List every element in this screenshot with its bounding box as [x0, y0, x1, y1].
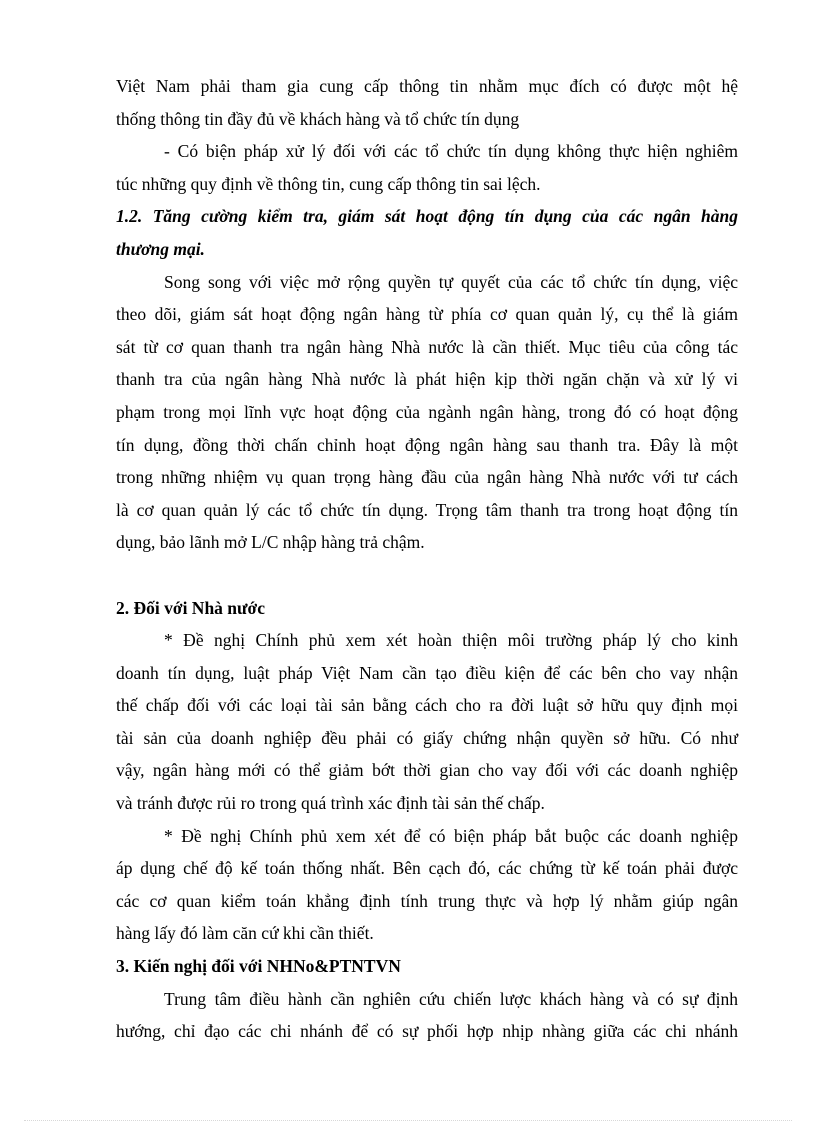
paragraph-line: hàng lấy đó làm căn cứ khi cần thiết.: [116, 923, 374, 944]
paragraph-line: Việt Nam phải tham gia cung cấp thông tin nhằm mục đích có được một hệ: [116, 76, 738, 96]
paragraph-line: Trung tâm điều hành cần nghiên cứu chiến lược khách hàng và có sự định: [164, 988, 738, 1009]
paragraph-line: các cơ quan kiểm toán khẳng định tính trung thực và hợp lý nhằm giúp ngân: [116, 890, 738, 911]
paragraph-line: * Đề nghị Chính phủ xem xét hoàn thiện môi trường pháp lý cho kinh: [164, 630, 738, 651]
paragraph-line: thống thông tin đầy đủ về khách hàng và tổ chức tín dụng: [116, 108, 520, 129]
paragraph-line: - Có biện pháp xử lý đối với các tổ chức tín dụng không thực hiện nghiêm: [164, 141, 738, 162]
paragraph-line: áp dụng chế độ kế toán thống nhất. Bên cạch đó, các chứng từ kế toán phải được: [116, 858, 738, 879]
section-heading: 1.2. Tăng cường kiểm tra, giám sát hoạt động tín dụng của các ngân hàng: [116, 206, 738, 227]
document-page: [116, 70, 738, 1048]
paragraph-line: túc những quy định về thông tin, cung cấp thông tin sai lệch.: [116, 173, 541, 194]
paragraph-line: doanh tín dụng, luật pháp Việt Nam cần tạo điều kiện để các bên cho vay nhận: [116, 662, 738, 683]
paragraph-line: là cơ quan quản lý các tổ chức tín dụng. Trọng tâm thanh tra trong hoạt động tín: [116, 499, 738, 520]
paragraph-line: thanh tra của ngân hàng Nhà nước là phát hiện kịp thời ngăn chặn và xử lý vi: [116, 369, 738, 390]
paragraph-line: và tránh được rủi ro trong quá trình xác định tài sản thế chấp.: [116, 793, 545, 814]
section-heading: thương mại.: [116, 238, 205, 259]
paragraph-line: tín dụng, đồng thời chấn chỉnh hoạt động ngân hàng sau thanh tra. Đây là một: [116, 434, 738, 455]
section-heading: 3. Kiến nghị đối với NHNo&PTNTVN: [116, 956, 401, 977]
paragraph-line: thế chấp đối với các loại tài sản bằng cách cho ra đời luật sở hữu quy định mọi: [116, 695, 738, 716]
blank-line: [116, 559, 738, 592]
paragraph-line: hướng, chỉ đạo các chi nhánh để có sự phối hợp nhịp nhàng giữa các chi nhánh: [116, 1021, 738, 1042]
section-heading: 2. Đối với Nhà nước: [116, 597, 265, 618]
paragraph-line: * Đề nghị Chính phủ xem xét để có biện pháp bắt buộc các doanh nghiệp: [164, 825, 738, 846]
paragraph-line: sát từ cơ quan thanh tra ngân hàng Nhà nước là cần thiết. Mục tiêu của công tác: [116, 336, 738, 357]
paragraph-line: vậy, ngân hàng mới có thể giảm bớt thời gian cho vay đối với các doanh nghiệp: [116, 760, 738, 781]
paragraph-line: tài sản của doanh nghiệp đều phải có giấy chứng nhận quyền sở hữu. Có như: [116, 727, 738, 748]
paragraph-line: trong những nhiệm vụ quan trọng hàng đầu của ngân hàng Nhà nước với tư cách: [116, 467, 738, 488]
paragraph-line: Song song với việc mở rộng quyền tự quyết của các tổ chức tín dụng, việc: [164, 271, 738, 292]
paragraph-line: theo dõi, giám sát hoạt động ngân hàng từ phía cơ quan quản lý, cụ thể là giám: [116, 304, 738, 325]
paragraph-line: dụng, bảo lãnh mở L/C nhập hàng trả chậm.: [116, 532, 425, 553]
paragraph-line: phạm trong mọi lĩnh vực hoạt động của ngành ngân hàng, trong đó có hoạt động: [116, 401, 738, 422]
page-footer-divider: [24, 1120, 792, 1121]
